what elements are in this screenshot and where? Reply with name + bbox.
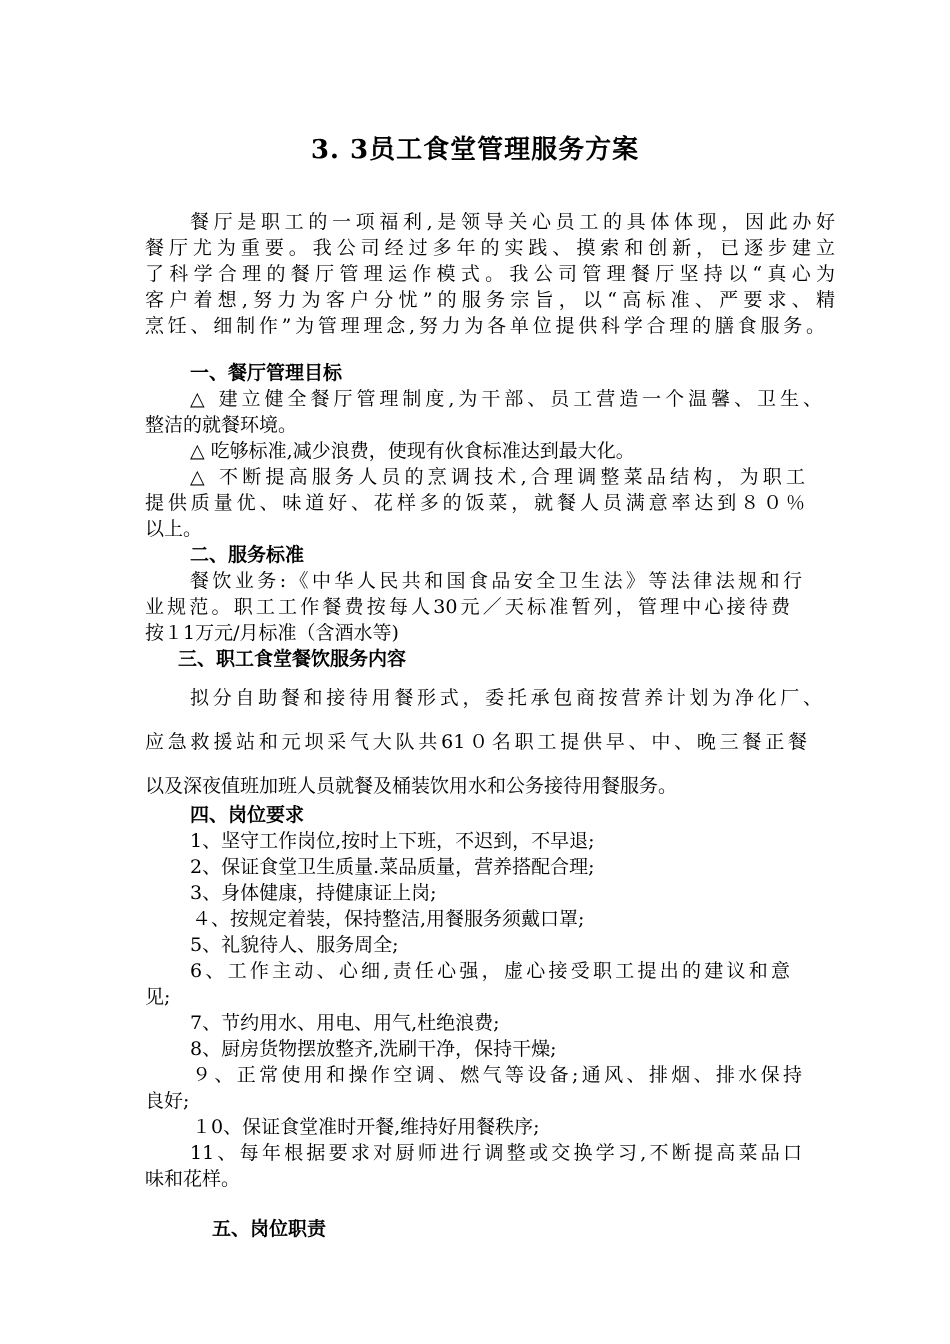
section-heading-1: 一、餐厅管理目标 <box>190 362 343 384</box>
intro-line-3: 了科学合理的餐厅管理运作模式。我公司管理餐厅坚持以“真心为 <box>145 263 835 285</box>
section4-line-14: 味和花样。 <box>145 1168 241 1190</box>
document-title: 3. 3员工食堂管理服务方案 <box>310 135 640 165</box>
section3-line-1: 拟分自助餐和接待用餐形式，委托承包商按营养计划为净化厂、 <box>190 687 822 709</box>
intro-line-5: 烹饪、细制作”为管理理念,努力为各单位提供科学合理的膳食服务。 <box>145 315 825 337</box>
section4-line-8: 7、节约用水、用电、用气,杜绝浪费; <box>190 1012 500 1034</box>
section1-line-2: 整洁的就餐环境。 <box>145 414 298 436</box>
section4-line-1: 1、坚守工作岗位,按时上下班，不迟到，不早退; <box>190 830 595 852</box>
section1-line-5: 提供质量优、味道好、花样多的饭菜，就餐人员满意率达到８０％ <box>145 492 805 514</box>
intro-line-2: 餐厅尤为重要。我公司经过多年的实践、摸索和创新，已逐步建立 <box>145 237 835 259</box>
section4-line-10: ９、正常使用和操作空调、燃气等设备;通风、排烟、排水保持 <box>192 1064 802 1086</box>
section2-line-2: 业规范。职工工作餐费按每人30元／天标准暂列，管理中心接待费 <box>145 596 790 618</box>
section4-line-12: １0、保证食堂准时开餐,维持好用餐秩序; <box>192 1116 540 1138</box>
intro-line-1: 餐厅是职工的一项福利,是领导关心员工的具体体现，因此办好 <box>190 211 835 233</box>
section1-line-6: 以上。 <box>145 518 203 540</box>
section3-line-3: 以及深夜值班加班人员就餐及桶装饮用水和公务接待用餐服务。 <box>145 775 678 797</box>
section3-line-2: 应急救援站和元坝采气大队共61０名职工提供早、中、晚三餐正餐 <box>145 731 807 753</box>
section1-line-4: △ 不断提高服务人员的烹调技术,合理调整菜品结构，为职工 <box>190 466 805 488</box>
section4-line-7: 见; <box>145 986 171 1008</box>
intro-line-4: 客户着想,努力为客户分忧”的服务宗旨，以“高标准、严要求、精 <box>145 289 835 311</box>
section2-line-1: 餐饮业务:《中华人民共和国食品安全卫生法》等法律法规和行 <box>190 570 802 592</box>
section1-line-3: △ 吃够标准,减少浪费，使现有伙食标准达到最大化。 <box>190 440 635 462</box>
section4-line-3: 3、身体健康，持健康证上岗; <box>190 882 437 904</box>
section4-line-4: ４、按规定着装，保持整洁,用餐服务须戴口罩; <box>192 908 585 930</box>
section-heading-3: 三、职工食堂餐饮服务内容 <box>178 648 407 670</box>
section4-line-13: 11、每年根据要求对厨师进行调整或交换学习,不断提高菜品口 <box>190 1142 802 1164</box>
section2-line-3: 按１1万元/月标准（含酒水等) <box>145 622 399 644</box>
section4-line-2: 2、保证食堂卫生质量.菜品质量，营养搭配合理; <box>190 856 595 878</box>
section-heading-2: 二、服务标准 <box>190 544 305 566</box>
section4-line-11: 良好; <box>145 1090 190 1112</box>
section-heading-5: 五、岗位职责 <box>212 1218 327 1240</box>
section1-line-1: △ 建立健全餐厅管理制度,为干部、员工营造一个温馨、卫生、 <box>190 388 822 410</box>
section-heading-4: 四、岗位要求 <box>190 804 305 826</box>
section4-line-6: 6、工作主动、心细,责任心强，虚心接受职工提出的建议和意 <box>190 960 790 982</box>
section4-line-9: 8、厨房货物摆放整齐,洗刷干净，保持干燥; <box>190 1038 557 1060</box>
section4-line-5: 5、礼貌待人、服务周全; <box>190 934 399 956</box>
